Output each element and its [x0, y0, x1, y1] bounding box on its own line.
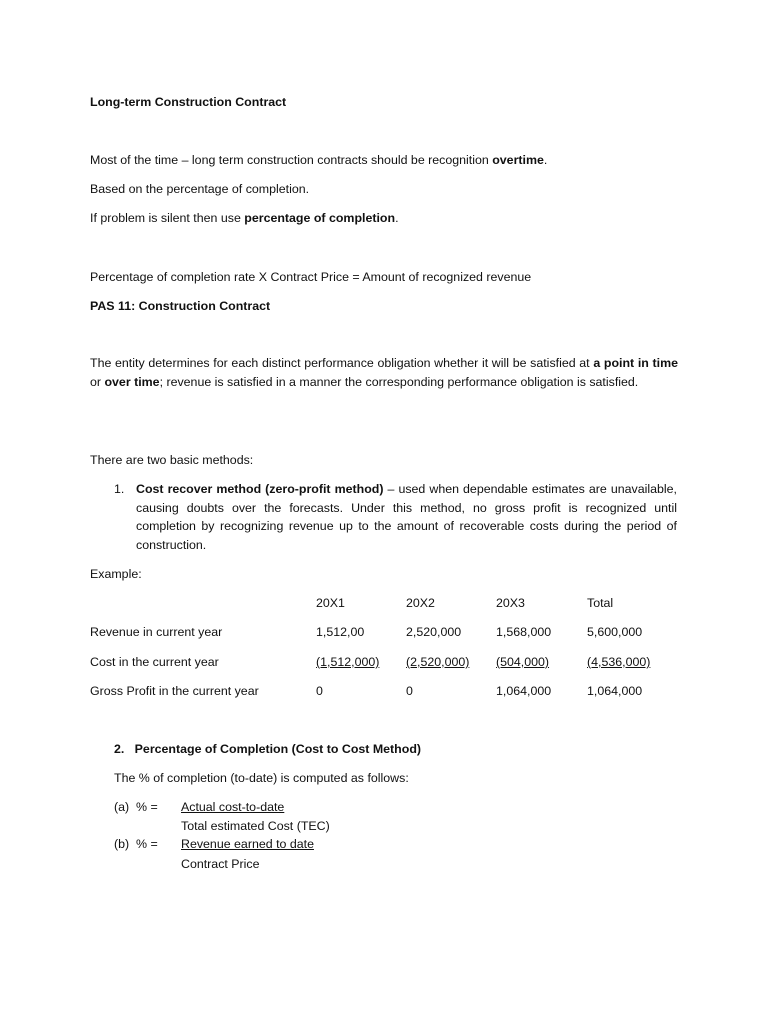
intro-p3-bold: percentage of completion [244, 211, 396, 225]
obligation-bold-2: over time [104, 374, 160, 389]
intro-paragraph-3 [90, 210, 399, 226]
table-cell-value: (2,520,000) [406, 655, 470, 669]
table-cell: 0 [316, 684, 323, 698]
table-cell: 2,520,000 [406, 625, 462, 639]
method2-computed: The % of completion (to-date) is computed as follows: [114, 771, 409, 785]
intro-paragraph-2: Based on the percentage of completion. [90, 182, 310, 196]
method1-paragraph [136, 480, 677, 554]
intro-p1-text: Most of the time – long term construction contracts should be recognition [90, 153, 493, 167]
method1-number: 1. [114, 482, 125, 496]
intro-paragraph-1 [90, 152, 547, 168]
intro-p1-bold: overtime [492, 153, 544, 167]
methods-intro: There are two basic methods: [90, 453, 254, 467]
revenue-formula: Percentage of completion rate X Contract Price = Amount of recognized revenue [90, 270, 532, 284]
table-header-total: Total [587, 596, 614, 610]
formula-b-numerator: Revenue earned to date [181, 837, 314, 851]
obligation-text-1: The entity determines for each distinct performance obligation whether it will be satisfied at [90, 356, 594, 370]
method2-heading: 2. Percentage of Completion (Cost to Cost Method) [114, 742, 422, 756]
example-label: Example: [90, 567, 142, 581]
formula-b-pct: % = [136, 837, 158, 851]
formula-a-label: (a) [114, 800, 130, 814]
table-cell [406, 654, 469, 670]
table-header-20x2: 20X2 [406, 596, 435, 610]
intro-p1-suffix: . [543, 153, 548, 167]
table-cell: 1,064,000 [587, 684, 643, 698]
table-row-label: Gross Profit in the current year [90, 684, 259, 698]
obligation-bold-1: a point in time [593, 356, 679, 370]
pas-heading: PAS 11: Construction Contract [90, 299, 271, 313]
table-cell [587, 654, 650, 670]
intro-p3-text: If problem is silent then use [90, 211, 245, 225]
obligation-paragraph [90, 354, 678, 391]
formula-a-denominator: Total estimated Cost (TEC) [181, 819, 330, 833]
table-cell: 1,512,00 [316, 625, 365, 639]
table-cell-value: (504,000) [496, 655, 550, 669]
table-cell: 0 [406, 684, 413, 698]
table-cell [496, 654, 549, 670]
table-cell: 1,568,000 [496, 625, 552, 639]
formula-b-denominator: Contract Price [181, 857, 260, 871]
table-row-label: Cost in the current year [90, 655, 219, 669]
table-header-20x1: 20X1 [316, 596, 345, 610]
obligation-text-3: ; revenue is satisfied in a manner the corresponding performance obligation is satisfied. [159, 374, 639, 389]
table-cell-value: (1,512,000) [316, 655, 380, 669]
formula-a-numerator: Actual cost-to-date [181, 800, 285, 814]
table-cell: 5,600,000 [587, 625, 643, 639]
formula-a-pct: % = [136, 800, 158, 814]
method1-bold: Cost recover method (zero-profit method) [136, 482, 384, 496]
table-row-label: Revenue in current year [90, 625, 223, 639]
table-cell: 1,064,000 [496, 684, 552, 698]
table-header-20x3: 20X3 [496, 596, 525, 610]
document-title: Long-term Construction Contract [90, 95, 287, 109]
table-cell [316, 654, 379, 670]
table-cell-value: (4,536,000) [587, 655, 651, 669]
intro-p3-suffix: . [395, 211, 399, 225]
formula-b-label: (b) [114, 837, 130, 851]
method1-text: – used when dependable estimates are unavailable, causing doubts over the forecasts. Under this method, no gross profit is recognized until completion by recognizing revenue up to the amount of recoverable costs during the period of construction. [136, 482, 677, 552]
obligation-text-2: or [90, 374, 105, 389]
